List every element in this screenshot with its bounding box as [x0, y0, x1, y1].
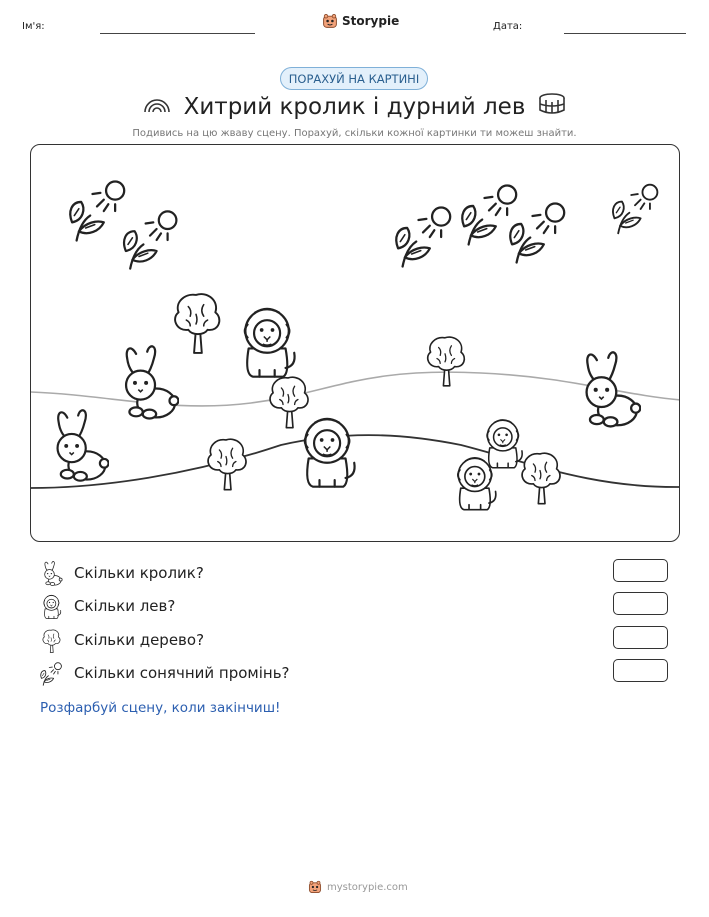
- date-label: Дата:: [493, 21, 523, 32]
- sunray-plant-6: [613, 185, 657, 234]
- question-lion: [38, 592, 678, 622]
- lion-1: [245, 309, 295, 377]
- lion-icon: [38, 594, 64, 620]
- sunray-plant-4: [462, 186, 516, 245]
- brand-logo: [322, 13, 399, 29]
- rabbit-3: [587, 352, 641, 426]
- lion-3: [487, 420, 522, 468]
- date-line[interactable]: [564, 33, 686, 34]
- tree-3: [270, 377, 308, 427]
- well-icon: [537, 92, 567, 116]
- question-sunray: [38, 659, 678, 689]
- question-rabbit: [38, 559, 678, 589]
- storypie-logo-icon: [322, 13, 338, 29]
- tree-2: [428, 337, 465, 386]
- rainbow-icon: [142, 92, 172, 116]
- answer-box-rabbit[interactable]: [613, 559, 668, 582]
- count-badge: ПОРАХУЙ НА КАРТИНІ: [280, 67, 428, 90]
- question-text: Скільки сонячний промінь?: [74, 664, 290, 682]
- instructions: Подивись на цю жваву сцену. Порахуй, скільки кожної картинки ти можеш знайти.: [132, 128, 577, 139]
- tree-icon: [38, 628, 64, 654]
- tree-4: [208, 439, 246, 489]
- question-text: Скільки лев?: [74, 597, 176, 615]
- answer-box-tree[interactable]: [613, 626, 668, 649]
- sunray-plant-3: [396, 208, 450, 267]
- name-label: Ім'я:: [22, 21, 45, 32]
- storypie-logo-icon: [308, 880, 322, 894]
- question-text: Скільки дерево?: [74, 631, 205, 649]
- sunray-plant-2: [124, 211, 176, 268]
- rabbit-icon: [38, 561, 64, 587]
- page-title: Хитрий кролик і дурний лев: [183, 94, 526, 120]
- coloring-note: Розфарбуй сцену, коли закінчиш!: [40, 700, 281, 716]
- footer: [308, 880, 408, 894]
- sunray-icon: [38, 661, 64, 687]
- lion-2: [305, 419, 355, 487]
- counting-scene: [30, 144, 680, 542]
- footer-url[interactable]: mystorypie.com: [327, 881, 408, 893]
- rabbit-2: [58, 410, 109, 480]
- brand-name: Storypie: [342, 14, 400, 28]
- sunray-plant-5: [510, 204, 564, 263]
- answer-box-lion[interactable]: [613, 592, 668, 615]
- question-tree: [38, 626, 678, 656]
- name-line[interactable]: [100, 33, 255, 34]
- scene-illustration: [31, 145, 680, 542]
- tree-5: [522, 453, 560, 503]
- rabbit-1: [126, 346, 178, 418]
- tree-1: [175, 294, 219, 353]
- question-text: Скільки кролик?: [74, 564, 204, 582]
- answer-box-sunray[interactable]: [613, 659, 668, 682]
- hill-line-front: [31, 435, 680, 488]
- page-title-wrap: [0, 92, 709, 120]
- sunray-plant-1: [70, 182, 124, 241]
